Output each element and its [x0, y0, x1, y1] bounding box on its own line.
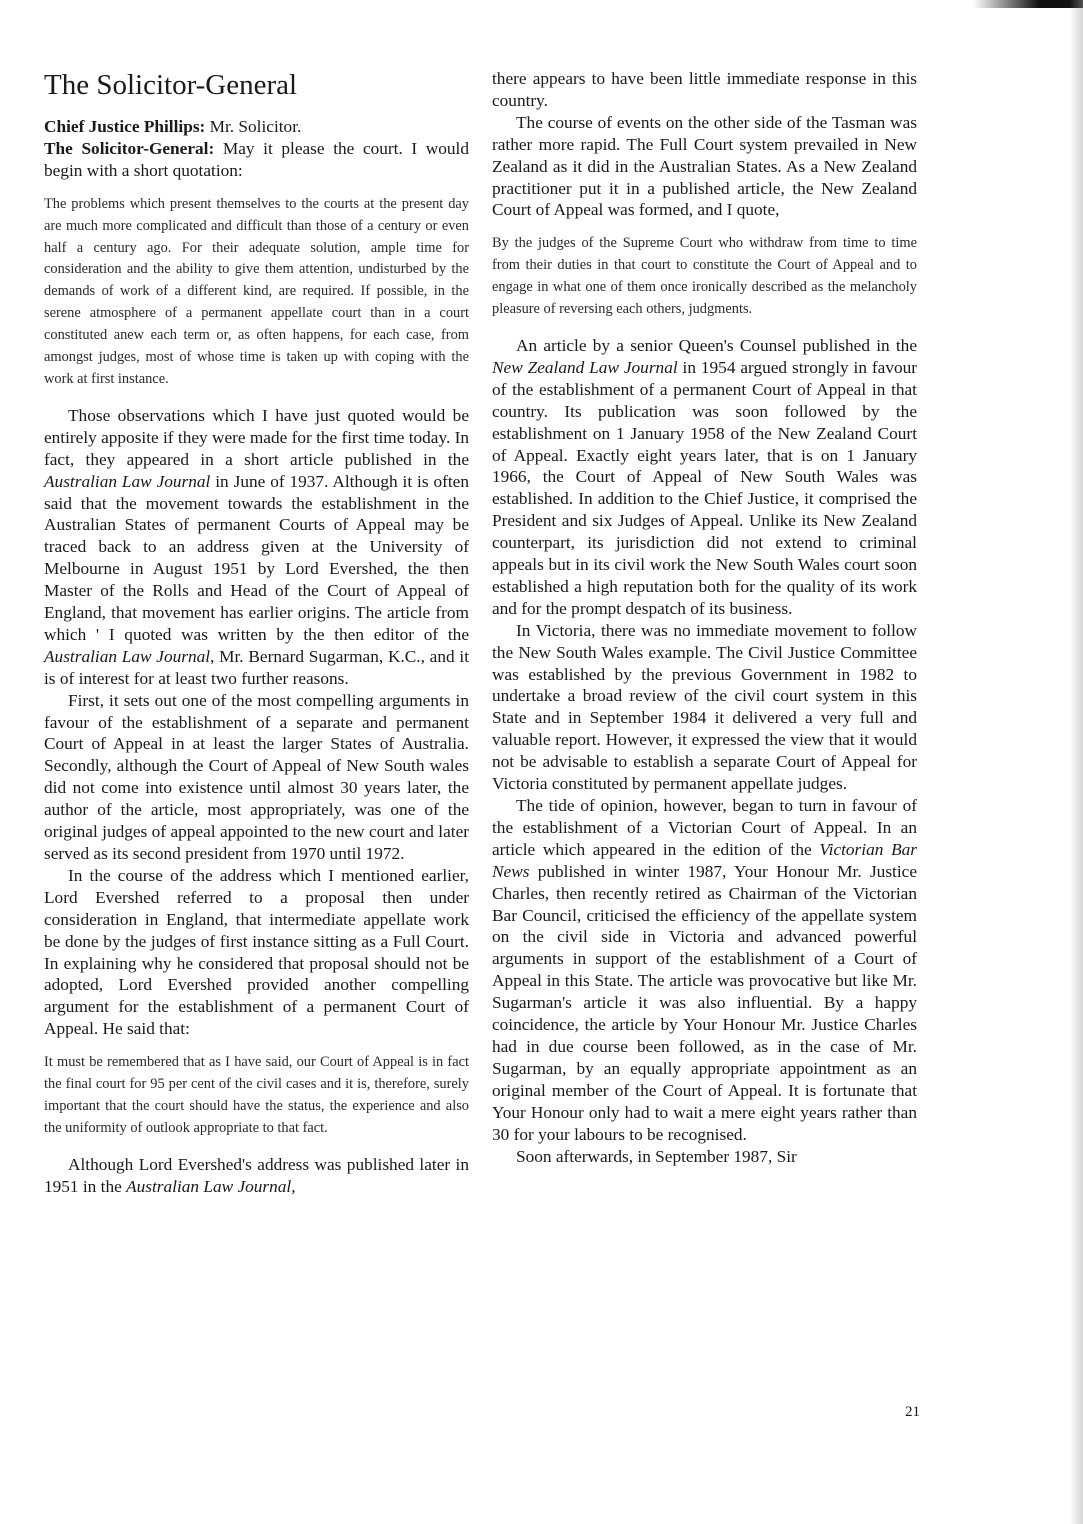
exchange-solicitor-general: [44, 138, 469, 182]
paragraph-3: In the course of the address which I mentioned earlier, Lord Evershed referred to a proposal then under consideration in England, that intermediate appellate work be done by the judges of first instance sitting as a Full Court. In explaining why he considered that proposal should not be adopted, Lord Evershed provided another compelling argument for the establishment of a permanent Court of Appeal. He said that:: [44, 865, 469, 1039]
block-quote-3: By the judges of the Supreme Court who withdraw from time to time from their duties in that court to constitute the Court of Appeal and to engage in what one of them once ironically described as the melancholy pleasure of reversing each others, judgments.: [492, 235, 917, 318]
paragraph-1: [44, 405, 469, 690]
paragraph-1-text-c: , Mr. Bernard Sugarman, K.C., and it is of interest for at least two further reasons.: [44, 646, 469, 688]
scan-edge-mark: [973, 0, 1083, 8]
paragraph-6-text-b: in 1954 argued strongly in favour of the establishment of a permanent Court of Appeal in that country. Its publication was soon followed by the establishment on 1 January 1958 of the New Zealand Court of Appeal. Exactly eight years later, that is on 1 January 1966, the Court of Appeal of New South Wales was established. In addition to the Chief Justice, it comprised the President and six Judges of Appeal. Unlike its New Zealand counterpart, its jurisdiction did not extend to criminal appeals but in its civil work the New South Wales court soon established a high reputation both for the quality of its work and for the prompt despatch of its business.: [492, 357, 917, 618]
paragraph-5: The course of events on the other side of the Tasman was rather more rapid. The Full Court system prevailed in New Zealand as it did in the Australian States. As a New Zealand practitioner put it in a published article, the New Zealand Court of Appeal was formed, and I quote,: [492, 112, 917, 220]
paragraph-1-text-a: Those observations which I have just quoted would be entirely apposite if they were made for the first time today. In fact, they appeared in a short article published in the: [44, 405, 470, 469]
paragraph-1-text-b: in June of 1937. Although it is often said that the movement towards the establishment in the Australian States of permanent Courts of Appeal may be traced back to an address given at the University of Melbourne in August 1951 by Lord Evershed, the then Master of the Rolls and Head of the Court of Appeal of England, that movement has earlier origins. The article from which ' I quoted was written by the then editor of the: [44, 471, 469, 644]
paragraph-2: First, it sets out one of the most compelling arguments in favour of the establishment of a separate and permanent Court of Appeal in at least the larger States of Australia. Secondly, although the Court of Appeal of New South wales did not come into existence until almost 30 years later, the author of the article, most appropriately, was one of the original judges of appeal appointed to the new court and later served as its second president from 1970 until 1972.: [44, 690, 469, 863]
chief-justice-line: Mr. Solicitor.: [205, 117, 302, 136]
journal-title: Victorian Bar News: [492, 839, 917, 881]
page-title: The Solicitor-General: [44, 69, 298, 101]
paragraph-8-text-b: published in winter 1987, Your Honour Mr. Justice Charles, then recently retired as Chairman of the Victorian Bar Council, criticised the efficiency of the appellate system on the civil side in Victoria and advanced powerful arguments in support of the establishment of a Court of Appeal in this State. The article was provocative but like Mr. Sugarman's article it was also influential. By a happy coincidence, the article by Your Honour Mr. Justice Charles had in due course been followed, as in the case of Mr. Sugarman, by an equally appropriate appointment as an original member of the Court of Appeal. It is fortunate that Your Honour only had to wait a mere eight years rather than 30 for your labours to be recognised.: [492, 861, 917, 1144]
page-edge-shadow: [1069, 0, 1083, 1524]
journal-title: Australian Law Journal: [44, 646, 211, 666]
paragraph-8: [492, 795, 917, 1146]
page-number: 21: [905, 1404, 920, 1420]
right-column: [492, 68, 917, 1167]
left-column: [44, 68, 469, 1198]
block-quote-2: It must be remembered that as I have said, our Court of Appeal is in fact the final court for 95 per cent of the civil cases and it is, therefore, surely important that the court should have the status, the experience and also the uniformity of outlook appropriate to that fact.: [44, 1054, 469, 1136]
paragraph-9: Soon afterwards, in September 1987, Sir: [516, 1146, 797, 1166]
paragraph-6: [492, 335, 917, 620]
journal-title: New Zealand Law Journal: [492, 357, 678, 377]
paragraph-4-text-a: Although Lord Evershed's address was published later in 1951 in the: [44, 1154, 469, 1196]
paragraph-7: In Victoria, there was no immediate movement to follow the New South Wales example. The Civil Justice Committee was established by the previous Government in 1982 to undertake a broad review of the civil court system in this State and in September 1984 it delivered a very full and valuable report. However, it expressed the view that it would not be advisable to establish a separate Court of Appeal for Victoria constituted by permanent appellate judges.: [492, 620, 917, 794]
paragraph-4-end: there appears to have been little immediate response in this country.: [492, 69, 917, 110]
paragraph-8-text-a: The tide of opinion, however, began to turn in favour of the establishment of a Victorian Court of Appeal. In an article which appeared in the edition of the: [492, 796, 917, 859]
speaker-solicitor-general: The Solicitor-General:: [44, 138, 215, 158]
paragraph-6-text-a: An article by a senior Queen's Counsel published in the: [516, 335, 917, 355]
exchange-chief-justice: [44, 116, 469, 138]
paragraph-4-start: [44, 1154, 469, 1198]
block-quote-1: The problems which present themselves to the courts at the present day are much more complicated and difficult than those of a century or even half a century ago. For their adequate solution, ample time for consideration and the ability to give them attention, undisturbed by the demands of work of a different kind, are required. If possible, in the serene atmosphere of a permanent appellate court than in a court constituted anew each term or, as often happens, for each case, from amongst judges, most of whose time is taken up with coping with the work at first instance.: [44, 195, 469, 387]
speaker-chief-justice: Chief Justice Phillips:: [44, 117, 206, 136]
solicitor-general-line: May it please the court. I would begin with a short quotation:: [44, 138, 469, 180]
journal-title: Australian Law Journal,: [126, 1176, 296, 1196]
journal-title: Australian Law Journal: [44, 471, 211, 491]
